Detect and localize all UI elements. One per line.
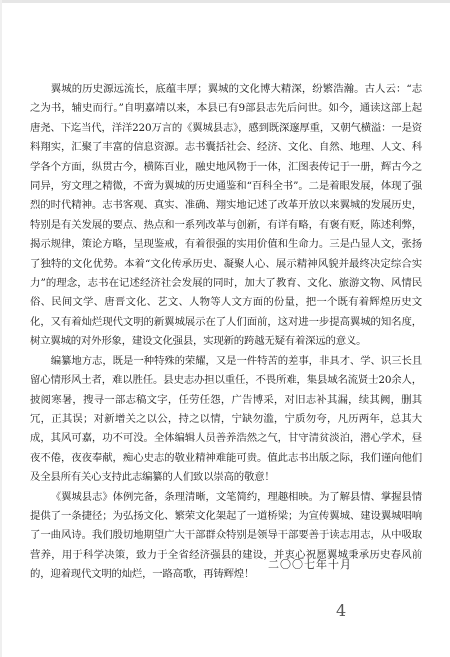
preface-body: [30, 80, 422, 585]
page-number: 4: [336, 601, 347, 620]
paragraph-history-and-content: 翼城的历史源远流长，底蕴丰厚；翼城的文化博大精深，纷繁浩瀚。古人云：“志之为书，辅史而行。”自明嘉靖以来，本县已有9部县志先后问世。如今，通读这部上起唐尧、下迄当代，洋洋220万言的《翼城县志》，感到既深邃厚重，又朝气横溢：一是资料翔实，汇聚了丰富的信息资源。志书囊括社会、经济、文化、自然、地理、人文、科学各个方面，纵贯古今，横陈百业，融史地风物于一体，汇图表传记于一册，辉古今之同异，穷文理之精微，不啻为翼城的历史通鉴和“百科全书”。二是着眼发展，体现了强烈的时代精神。志书客观、真实、准确、翔实地记述了改革开放以来翼城的发展历史，特别是有关发展的要点、热点和一系列改革与创新，有详有略，有褒有贬，陈述利弊，揭示规律，策论方略，呈现鉴戒，有着很强的实用价值和生命力。三是凸显人文，张扬了独特的文化优势。本着“文化传承历史、凝聚人心、展示精神风貌并最终决定综合实力”的理念，志书在记述经济社会发展的同时，加大了教育、文化、旅游文物、风情民俗、民间文学、唐晋文化、艺文、人物等人文方面的份量，把一个既有着辉煌历史文化，又有着灿烂现代文明的新翼城展示在了人们面前，这对进一步提高翼城的知名度，树立翼城的对外形象，建设文化强县，实现新的跨越无疑有着深远的意义。: [30, 83, 422, 348]
scan-edge-top: [0, 0, 450, 3]
signature-date: 二〇〇七年十月: [268, 558, 352, 571]
scan-edge-left: [0, 0, 2, 657]
paragraph-closing-wishes: 《翼城县志》体例完备，条理清晰，文笔简约，理趣相映。为了解县情、掌握县情提供了一条捷径；为弘扬文化、繁荣文化架起了一道桥梁；为宣传翼城、建设翼城唱响了一曲风诗。我们殷切地期望广大干部群众特别是领导干部要善于读志用志，从中吸取营养，用于科学决策，致力于全省经济强县的建设，并衷心祝愿翼城秉承历史春风前的，迎着现代文明的灿烂，一路高歌，再铸辉煌！: [30, 490, 422, 581]
paragraph-compilation-praise: 编纂地方志，既是一种特殊的荣耀，又是一件特苦的差事，非具才、学、识三长且留心情形风土者，难以胜任。县史志办担以重任，不畏所难，集县域名流贤士20余人，披阅寒暑，搜寻一部志稿文字，任劳任怨，广告博采，对旧志补其漏，续其阙，删其冗，正其误；对新增关之以公，持之以情，宁缺勿滥，宁质勿夸，凡历两年，总其大成，其风可嘉，功不可没。全体编辑人员善养浩然之气，甘守清贫淡泊，潜心学术，昼夜不倦，夜夜奉献，痴心史志的敬业精神难能可贵。值此志书出版之际，我们谨向他们及全县所有关心支持此志编纂的人们致以崇高的敬意！: [30, 354, 422, 484]
